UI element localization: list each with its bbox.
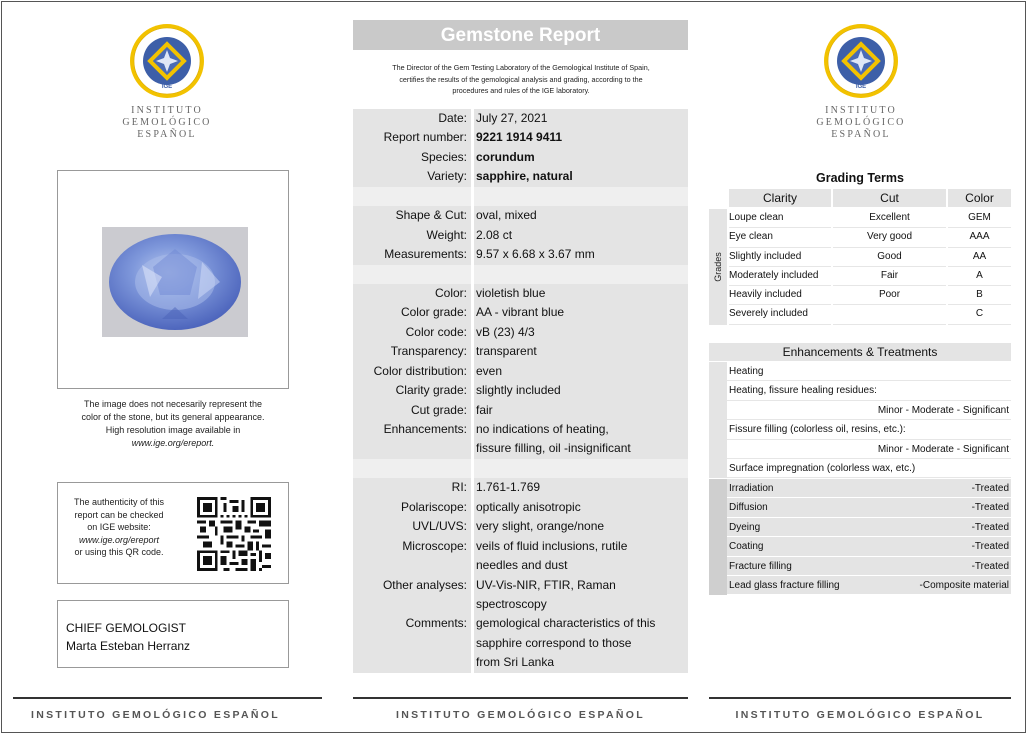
footer-rule-middle — [353, 697, 688, 699]
report-row — [353, 284, 688, 303]
report-row — [353, 342, 688, 361]
auth-link[interactable]: www.ige.org/ereport — [78, 534, 160, 545]
enhancements-group1 — [709, 362, 1011, 478]
report-row-value: vB (23) 4/3 — [474, 323, 688, 342]
enhancement-row — [727, 381, 1011, 400]
grading-cell-color: C — [948, 305, 1011, 324]
report-row-label: Measurements: — [353, 245, 471, 264]
report-row — [353, 517, 688, 536]
report-row-label — [353, 653, 471, 672]
report-row-label: Species: — [353, 148, 471, 167]
enhancement-row — [727, 557, 1011, 576]
report-row-label — [353, 634, 471, 653]
auth-line5: or using this QR code. — [74, 547, 164, 557]
report-row-label: Cut grade: — [353, 401, 471, 420]
report-row-value: very slight, orange/none — [474, 517, 688, 536]
grading-header-row — [709, 189, 1011, 207]
report-row-label: Color grade: — [353, 303, 471, 322]
intro-line3: procedures and rules of the IGE laboratory. — [452, 86, 590, 95]
report-row-value: fair — [474, 401, 688, 420]
grading-cell-clarity: Moderately included — [729, 267, 831, 286]
report-row-value — [474, 265, 688, 284]
report-row — [353, 265, 688, 284]
enhancement-row — [727, 420, 1011, 439]
enhancement-row — [727, 576, 1011, 595]
report-row — [353, 167, 688, 186]
enhancements-group2 — [709, 479, 1011, 595]
report-row — [353, 303, 688, 322]
intro-line2: certifies the results of the gemological analysis and grading, according to the — [399, 74, 643, 84]
report-row — [353, 362, 688, 381]
footer-text-left: INSTITUTO GEMOLÓGICO ESPAÑOL — [31, 709, 280, 721]
report-row-label — [353, 265, 471, 284]
report-row-label: Microscope: — [353, 537, 471, 556]
report-row — [353, 498, 688, 517]
authenticity-box — [57, 482, 289, 584]
report-row — [353, 401, 688, 420]
auth-line2: report can be checked — [74, 509, 164, 520]
enhancement-status: Minor - Moderate - Significant — [877, 443, 1009, 455]
logo-left — [122, 23, 212, 141]
enhancements-group2-rows — [727, 479, 1011, 595]
report-row-label: Clarity grade: — [353, 381, 471, 400]
grading-cell-cut — [833, 305, 946, 324]
grading-row — [727, 248, 1011, 267]
report-row — [353, 109, 688, 128]
caption-link[interactable]: www.ige.org/ereport. — [131, 438, 215, 448]
report-row-value: transparent — [474, 342, 688, 361]
report-row — [353, 634, 688, 653]
grading-row — [727, 286, 1011, 305]
grading-row — [727, 209, 1011, 228]
intro-line1: The Director of the Gem Testing Laboratory of the Gemological Institute of Spain, — [392, 63, 650, 72]
report-row-value — [474, 187, 688, 206]
footer-rule-left — [13, 697, 322, 699]
footer-rule-right — [709, 697, 1011, 699]
grading-cell-cut: Good — [833, 248, 946, 267]
footer-text-middle: INSTITUTO GEMOLÓGICO ESPAÑOL — [396, 709, 645, 721]
enhancement-status: -Treated — [971, 541, 1009, 553]
report-row-label: Color: — [353, 284, 471, 303]
enhancement-row — [727, 518, 1011, 537]
enhancement-status: -Treated — [971, 521, 1009, 533]
report-row-label: Other analyses: — [353, 576, 471, 595]
report-row-value: sapphire correspond to those — [474, 634, 688, 653]
enhancements-side1 — [709, 362, 727, 478]
grading-cell-cut: Fair — [833, 267, 946, 286]
grades-side-label — [709, 209, 727, 325]
grading-cell-clarity: Loupe clean — [729, 209, 831, 228]
grades-label: Grades — [713, 252, 723, 282]
grading-cell-clarity: Severely included — [729, 305, 831, 324]
enhancement-label: Diffusion — [729, 502, 768, 514]
grading-cell-clarity: Slightly included — [729, 248, 831, 267]
grading-cell-clarity: Eye clean — [729, 228, 831, 247]
report-row-label: UVL/UVS: — [353, 517, 471, 536]
report-row-value: violetish blue — [474, 284, 688, 303]
footer-text-right: INSTITUTO GEMOLÓGICO ESPAÑOL — [735, 709, 985, 721]
report-row — [353, 439, 688, 458]
grading-cell-color: AAA — [948, 228, 1011, 247]
report-row-label — [353, 459, 471, 478]
enhancement-status: Minor - Moderate - Significant — [877, 404, 1009, 416]
report-row-value: no indications of heating, — [474, 420, 688, 439]
logo-line1: INSTITUTO — [131, 105, 203, 116]
report-row-label: Date: — [353, 109, 471, 128]
enhancement-label: Heating — [729, 366, 764, 377]
enhancement-label: Fissure filling (colorless oil, resins, etc.): — [729, 424, 906, 436]
report-row-value: sapphire, natural — [474, 167, 688, 186]
signature-title: CHIEF GEMOLOGIST — [66, 621, 187, 635]
report-row-value: oval, mixed — [474, 206, 688, 225]
enhancement-row — [727, 440, 1011, 459]
report-table — [353, 109, 688, 673]
enhancement-label: Coating — [729, 541, 764, 553]
signature-name: Marta Esteban Herranz — [66, 639, 191, 653]
gem-photo-frame — [57, 170, 289, 389]
enhancement-label: Surface impregnation (colorless wax, etc.) — [729, 462, 916, 474]
enhancement-status: -Composite material — [919, 579, 1009, 591]
grading-row — [727, 267, 1011, 286]
logo-right — [816, 23, 906, 141]
grading-cell-color: B — [948, 286, 1011, 305]
auth-line3: on IGE website: — [87, 522, 151, 532]
report-row — [353, 576, 688, 595]
report-row-label: Transparency: — [353, 342, 471, 361]
report-row-label: Variety: — [353, 167, 471, 186]
report-row-value: spectroscopy — [474, 595, 688, 614]
logo-line2: GEMOLÓGICO — [122, 117, 212, 128]
report-row — [353, 323, 688, 342]
auth-line1: The authenticity of this — [73, 497, 165, 507]
report-row-value: 2.08 ct — [474, 226, 688, 245]
report-row-label: Color code: — [353, 323, 471, 342]
report-row-label — [353, 439, 471, 458]
signature-box — [57, 600, 289, 668]
svg-text:IGE: IGE — [855, 84, 867, 90]
grading-cell-clarity: Heavily included — [729, 286, 831, 305]
enhancement-label: Fracture filling — [729, 560, 792, 572]
svg-text:IGE: IGE — [161, 84, 173, 90]
report-row-label: RI: — [353, 478, 471, 497]
report-title: Gemstone Report — [353, 20, 688, 50]
caption-line2: color of the stone, but its general appearance. — [81, 412, 265, 422]
report-row — [353, 245, 688, 264]
grading-cell-cut: Poor — [833, 286, 946, 305]
report-row-value: 9.57 x 6.68 x 3.67 mm — [474, 245, 688, 264]
report-row — [353, 148, 688, 167]
report-row-value: gemological characteristics of this — [474, 614, 688, 633]
photo-caption — [57, 398, 289, 450]
report-row — [353, 206, 688, 225]
report-row-label: Enhancements: — [353, 420, 471, 439]
report-row-value: July 27, 2021 — [474, 109, 688, 128]
enhancement-status: -Treated — [971, 560, 1009, 572]
report-row-value: UV-Vis-NIR, FTIR, Raman — [474, 576, 688, 595]
enhancements-group1-rows — [727, 362, 1011, 478]
report-row — [353, 459, 688, 478]
enhancement-label: Lead glass fracture filling — [729, 579, 840, 591]
enhancement-row — [727, 362, 1011, 381]
report-row — [353, 128, 688, 147]
report-row — [353, 226, 688, 245]
logo-line3: ESPAÑOL — [137, 129, 197, 140]
report-row-value: even — [474, 362, 688, 381]
enhancement-label: Dyeing — [729, 521, 761, 533]
report-row-label: Polariscope: — [353, 498, 471, 517]
enhancement-status: -Treated — [971, 483, 1009, 494]
report-row — [353, 478, 688, 497]
grading-header-color: Color — [948, 189, 1011, 207]
report-row — [353, 381, 688, 400]
report-row — [353, 537, 688, 556]
report-row-label — [353, 187, 471, 206]
grading-cell-color: GEM — [948, 209, 1011, 228]
enhancement-row — [727, 498, 1011, 517]
report-row-value: 1.761-1.769 — [474, 478, 688, 497]
report-row-value: AA - vibrant blue — [474, 303, 688, 322]
report-row-value: corundum — [474, 148, 688, 167]
grading-header-clarity: Clarity — [729, 189, 831, 207]
report-row-label: Report number: — [353, 128, 471, 147]
logo-line1: INSTITUTO — [825, 105, 897, 116]
logo-line3: ESPAÑOL — [831, 129, 891, 140]
report-row-value: veils of fluid inclusions, rutile — [474, 537, 688, 556]
enhancement-row — [727, 537, 1011, 556]
enhancement-label: Irradiation — [729, 483, 774, 494]
grading-row — [727, 228, 1011, 247]
authenticity-text — [64, 496, 174, 559]
enhancements-side2 — [709, 479, 727, 595]
report-row-label — [353, 556, 471, 575]
report-row-value: 9221 1914 9411 — [474, 128, 688, 147]
enhancement-row — [727, 459, 1011, 478]
grading-cell-color: A — [948, 267, 1011, 286]
report-row — [353, 614, 688, 633]
report-row-label: Weight: — [353, 226, 471, 245]
report-row — [353, 187, 688, 206]
report-row-value: optically anisotropic — [474, 498, 688, 517]
enhancement-status: -Treated — [971, 502, 1009, 514]
report-row — [353, 556, 688, 575]
enhancements-title: Enhancements & Treatments — [709, 343, 1011, 361]
enhancement-row — [727, 401, 1011, 420]
grading-rows — [727, 209, 1011, 325]
report-row-value: from Sri Lanka — [474, 653, 688, 672]
logo-line2: GEMOLÓGICO — [816, 117, 906, 128]
grading-title: Grading Terms — [816, 171, 904, 185]
report-row — [353, 420, 688, 439]
caption-line3: High resolution image available in — [105, 425, 241, 435]
ige-seal-icon — [129, 23, 205, 99]
enhancement-label: Heating, fissure healing residues: — [729, 385, 877, 397]
report-row-value — [474, 459, 688, 478]
report-row-value: needles and dust — [474, 556, 688, 575]
enhancement-row — [727, 479, 1011, 498]
report-row — [353, 653, 688, 672]
report-row-value: slightly included — [474, 381, 688, 400]
ige-seal-icon — [823, 23, 899, 99]
report-intro — [356, 62, 686, 97]
qr-code-icon[interactable] — [197, 495, 271, 573]
report-row-value: fissure filling, oil -insignificant — [474, 439, 688, 458]
gem-photo — [102, 227, 248, 337]
grading-cell-cut: Excellent — [833, 209, 946, 228]
report-row-label: Comments: — [353, 614, 471, 633]
grading-header-spacer — [709, 189, 727, 207]
grading-header-cut: Cut — [833, 189, 946, 207]
report-row-label: Color distribution: — [353, 362, 471, 381]
grading-row — [727, 305, 1011, 324]
report-row-label — [353, 595, 471, 614]
grading-table — [709, 189, 1011, 325]
grading-cell-color: AA — [948, 248, 1011, 267]
report-row-label: Shape & Cut: — [353, 206, 471, 225]
grading-cell-cut: Very good — [833, 228, 946, 247]
caption-line1: The image does not necesarily represent the — [83, 399, 263, 409]
report-row — [353, 595, 688, 614]
